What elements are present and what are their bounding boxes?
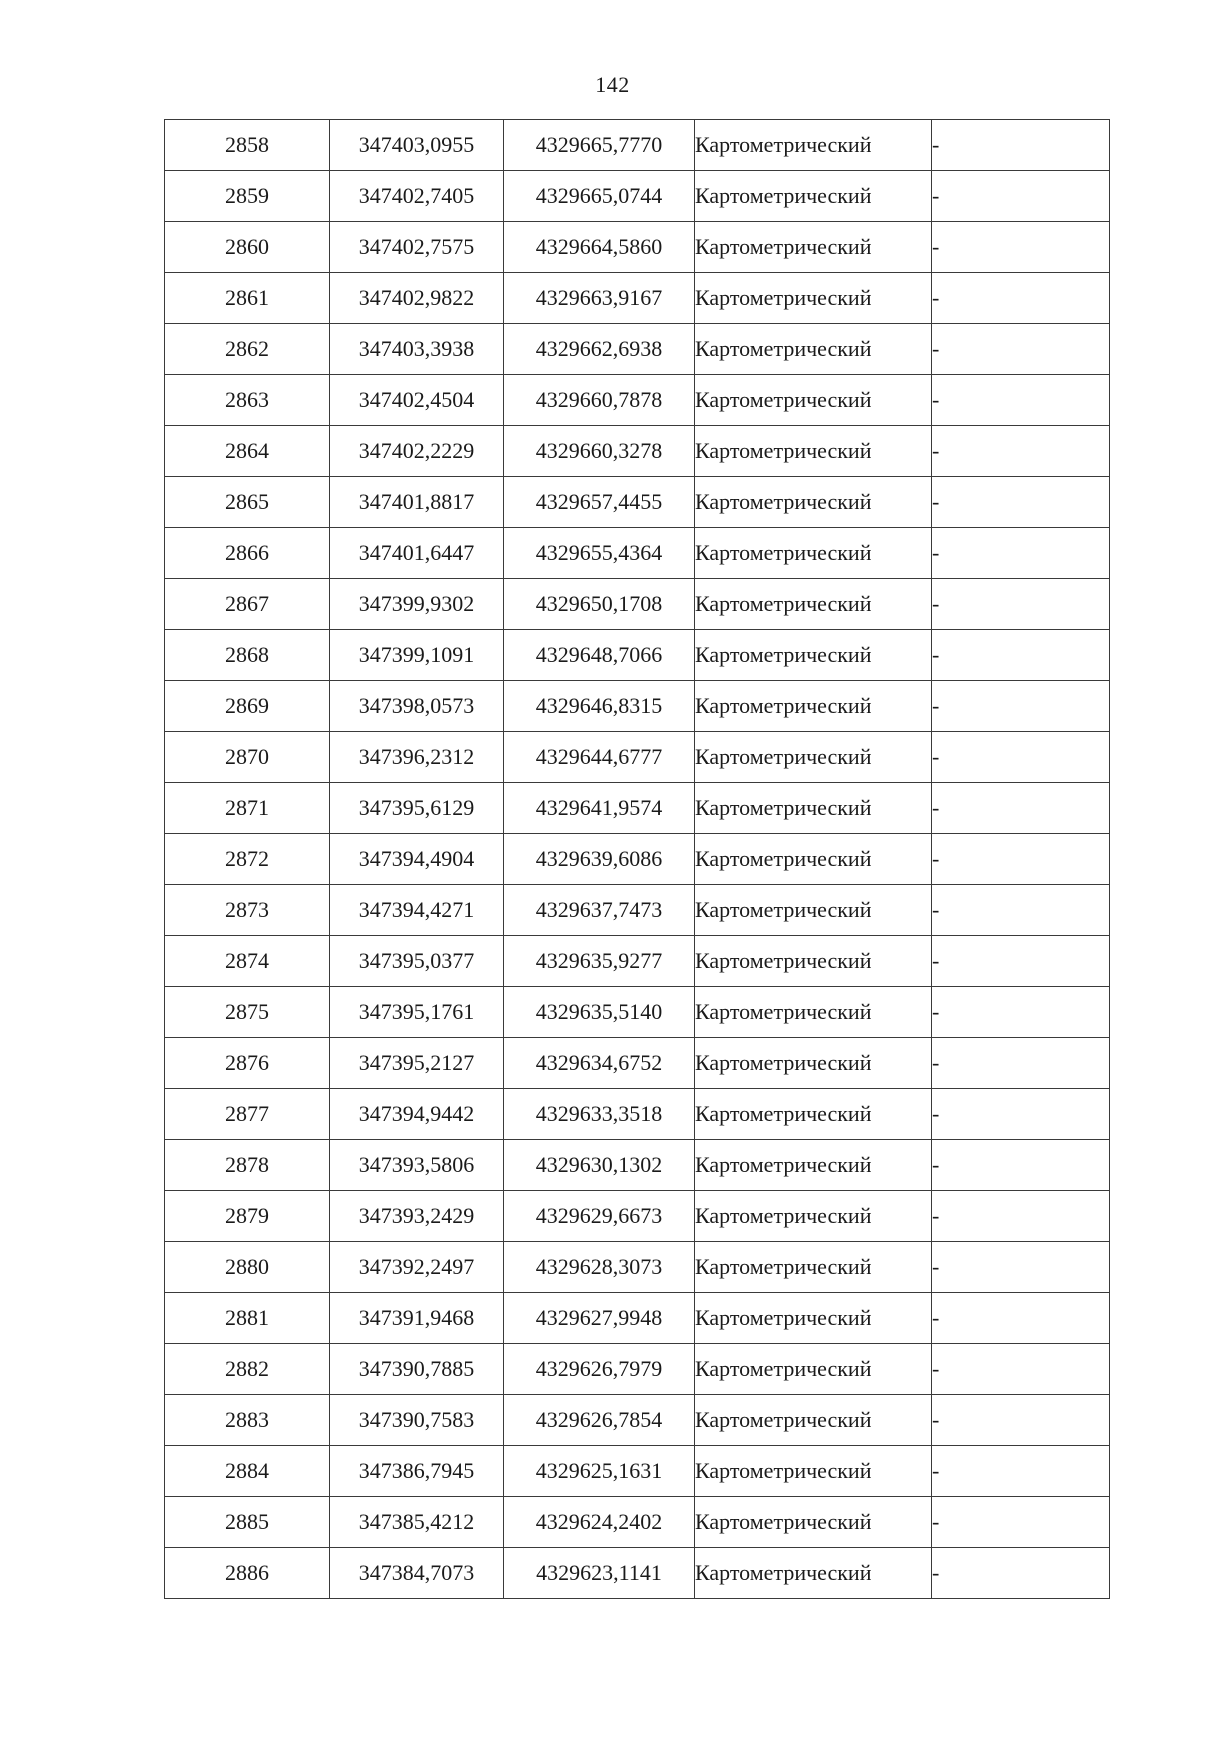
y-coordinate-cell: 4329664,5860 bbox=[504, 222, 695, 273]
accuracy-cell: - bbox=[932, 426, 1110, 477]
y-coordinate-cell: 4329633,3518 bbox=[504, 1089, 695, 1140]
x-coordinate-cell: 347395,1761 bbox=[330, 987, 504, 1038]
table-row bbox=[165, 120, 1110, 171]
method-cell: Картометрический bbox=[695, 528, 932, 579]
accuracy-cell: - bbox=[932, 630, 1110, 681]
method-cell: Картометрический bbox=[695, 1395, 932, 1446]
accuracy-cell: - bbox=[932, 1140, 1110, 1191]
accuracy-cell: - bbox=[932, 1038, 1110, 1089]
x-coordinate-cell: 347396,2312 bbox=[330, 732, 504, 783]
x-coordinate-cell: 347402,7405 bbox=[330, 171, 504, 222]
method-cell: Картометрический bbox=[695, 630, 932, 681]
x-coordinate-cell: 347402,7575 bbox=[330, 222, 504, 273]
method-cell: Картометрический bbox=[695, 681, 932, 732]
accuracy-cell: - bbox=[932, 1242, 1110, 1293]
point-number-cell: 2873 bbox=[165, 885, 330, 936]
table-row bbox=[165, 579, 1110, 630]
y-coordinate-cell: 4329629,6673 bbox=[504, 1191, 695, 1242]
accuracy-cell: - bbox=[932, 1548, 1110, 1599]
table-row bbox=[165, 477, 1110, 528]
x-coordinate-cell: 347394,9442 bbox=[330, 1089, 504, 1140]
point-number-cell: 2874 bbox=[165, 936, 330, 987]
point-number-cell: 2885 bbox=[165, 1497, 330, 1548]
accuracy-cell: - bbox=[932, 1191, 1110, 1242]
x-coordinate-cell: 347393,5806 bbox=[330, 1140, 504, 1191]
x-coordinate-cell: 347399,1091 bbox=[330, 630, 504, 681]
point-number-cell: 2858 bbox=[165, 120, 330, 171]
point-number-cell: 2866 bbox=[165, 528, 330, 579]
y-coordinate-cell: 4329646,8315 bbox=[504, 681, 695, 732]
point-number-cell: 2867 bbox=[165, 579, 330, 630]
y-coordinate-cell: 4329637,7473 bbox=[504, 885, 695, 936]
table-row bbox=[165, 1395, 1110, 1446]
accuracy-cell: - bbox=[932, 936, 1110, 987]
y-coordinate-cell: 4329665,7770 bbox=[504, 120, 695, 171]
table-row bbox=[165, 1191, 1110, 1242]
method-cell: Картометрический bbox=[695, 222, 932, 273]
point-number-cell: 2882 bbox=[165, 1344, 330, 1395]
method-cell: Картометрический bbox=[695, 1242, 932, 1293]
method-cell: Картометрический bbox=[695, 783, 932, 834]
coordinates-table bbox=[164, 119, 1110, 1599]
table-row bbox=[165, 1497, 1110, 1548]
x-coordinate-cell: 347403,3938 bbox=[330, 324, 504, 375]
x-coordinate-cell: 347395,0377 bbox=[330, 936, 504, 987]
method-cell: Картометрический bbox=[695, 579, 932, 630]
point-number-cell: 2886 bbox=[165, 1548, 330, 1599]
method-cell: Картометрический bbox=[695, 1344, 932, 1395]
x-coordinate-cell: 347403,0955 bbox=[330, 120, 504, 171]
accuracy-cell: - bbox=[932, 885, 1110, 936]
table-row bbox=[165, 1548, 1110, 1599]
accuracy-cell: - bbox=[932, 1446, 1110, 1497]
x-coordinate-cell: 347401,8817 bbox=[330, 477, 504, 528]
point-number-cell: 2879 bbox=[165, 1191, 330, 1242]
y-coordinate-cell: 4329655,4364 bbox=[504, 528, 695, 579]
accuracy-cell: - bbox=[932, 681, 1110, 732]
table-row bbox=[165, 936, 1110, 987]
accuracy-cell: - bbox=[932, 222, 1110, 273]
x-coordinate-cell: 347399,9302 bbox=[330, 579, 504, 630]
x-coordinate-cell: 347392,2497 bbox=[330, 1242, 504, 1293]
method-cell: Картометрический bbox=[695, 324, 932, 375]
table-row bbox=[165, 528, 1110, 579]
y-coordinate-cell: 4329650,1708 bbox=[504, 579, 695, 630]
table-row bbox=[165, 1242, 1110, 1293]
method-cell: Картометрический bbox=[695, 1548, 932, 1599]
method-cell: Картометрический bbox=[695, 1191, 932, 1242]
y-coordinate-cell: 4329660,3278 bbox=[504, 426, 695, 477]
method-cell: Картометрический bbox=[695, 120, 932, 171]
y-coordinate-cell: 4329662,6938 bbox=[504, 324, 695, 375]
method-cell: Картометрический bbox=[695, 273, 932, 324]
y-coordinate-cell: 4329665,0744 bbox=[504, 171, 695, 222]
point-number-cell: 2869 bbox=[165, 681, 330, 732]
method-cell: Картометрический bbox=[695, 426, 932, 477]
table-row bbox=[165, 885, 1110, 936]
x-coordinate-cell: 347395,2127 bbox=[330, 1038, 504, 1089]
accuracy-cell: - bbox=[932, 1344, 1110, 1395]
y-coordinate-cell: 4329639,6086 bbox=[504, 834, 695, 885]
y-coordinate-cell: 4329624,2402 bbox=[504, 1497, 695, 1548]
accuracy-cell: - bbox=[932, 171, 1110, 222]
y-coordinate-cell: 4329648,7066 bbox=[504, 630, 695, 681]
method-cell: Картометрический bbox=[695, 477, 932, 528]
y-coordinate-cell: 4329627,9948 bbox=[504, 1293, 695, 1344]
method-cell: Картометрический bbox=[695, 1038, 932, 1089]
accuracy-cell: - bbox=[932, 1395, 1110, 1446]
x-coordinate-cell: 347395,6129 bbox=[330, 783, 504, 834]
method-cell: Картометрический bbox=[695, 375, 932, 426]
point-number-cell: 2875 bbox=[165, 987, 330, 1038]
point-number-cell: 2863 bbox=[165, 375, 330, 426]
accuracy-cell: - bbox=[932, 1089, 1110, 1140]
accuracy-cell: - bbox=[932, 477, 1110, 528]
method-cell: Картометрический bbox=[695, 936, 932, 987]
x-coordinate-cell: 347402,9822 bbox=[330, 273, 504, 324]
method-cell: Картометрический bbox=[695, 987, 932, 1038]
method-cell: Картометрический bbox=[695, 1497, 932, 1548]
table-row bbox=[165, 222, 1110, 273]
table-row bbox=[165, 1089, 1110, 1140]
point-number-cell: 2880 bbox=[165, 1242, 330, 1293]
table-row bbox=[165, 1446, 1110, 1497]
point-number-cell: 2881 bbox=[165, 1293, 330, 1344]
point-number-cell: 2862 bbox=[165, 324, 330, 375]
table-row bbox=[165, 426, 1110, 477]
x-coordinate-cell: 347393,2429 bbox=[330, 1191, 504, 1242]
point-number-cell: 2860 bbox=[165, 222, 330, 273]
point-number-cell: 2864 bbox=[165, 426, 330, 477]
table-row bbox=[165, 1344, 1110, 1395]
accuracy-cell: - bbox=[932, 1497, 1110, 1548]
y-coordinate-cell: 4329635,5140 bbox=[504, 987, 695, 1038]
method-cell: Картометрический bbox=[695, 885, 932, 936]
accuracy-cell: - bbox=[932, 987, 1110, 1038]
point-number-cell: 2877 bbox=[165, 1089, 330, 1140]
table-row bbox=[165, 681, 1110, 732]
table-row bbox=[165, 732, 1110, 783]
accuracy-cell: - bbox=[932, 834, 1110, 885]
y-coordinate-cell: 4329660,7878 bbox=[504, 375, 695, 426]
x-coordinate-cell: 347385,4212 bbox=[330, 1497, 504, 1548]
y-coordinate-cell: 4329644,6777 bbox=[504, 732, 695, 783]
x-coordinate-cell: 347394,4904 bbox=[330, 834, 504, 885]
y-coordinate-cell: 4329628,3073 bbox=[504, 1242, 695, 1293]
table-row bbox=[165, 834, 1110, 885]
accuracy-cell: - bbox=[932, 783, 1110, 834]
accuracy-cell: - bbox=[932, 324, 1110, 375]
page-number: 142 bbox=[595, 72, 630, 97]
table-row bbox=[165, 1293, 1110, 1344]
y-coordinate-cell: 4329626,7979 bbox=[504, 1344, 695, 1395]
y-coordinate-cell: 4329623,1141 bbox=[504, 1548, 695, 1599]
point-number-cell: 2878 bbox=[165, 1140, 330, 1191]
x-coordinate-cell: 347398,0573 bbox=[330, 681, 504, 732]
y-coordinate-cell: 4329663,9167 bbox=[504, 273, 695, 324]
table-row bbox=[165, 630, 1110, 681]
x-coordinate-cell: 347401,6447 bbox=[330, 528, 504, 579]
y-coordinate-cell: 4329625,1631 bbox=[504, 1446, 695, 1497]
table-row bbox=[165, 273, 1110, 324]
method-cell: Картометрический bbox=[695, 1446, 932, 1497]
table-row bbox=[165, 987, 1110, 1038]
point-number-cell: 2870 bbox=[165, 732, 330, 783]
point-number-cell: 2871 bbox=[165, 783, 330, 834]
accuracy-cell: - bbox=[932, 375, 1110, 426]
accuracy-cell: - bbox=[932, 732, 1110, 783]
accuracy-cell: - bbox=[932, 528, 1110, 579]
x-coordinate-cell: 347402,4504 bbox=[330, 375, 504, 426]
x-coordinate-cell: 347384,7073 bbox=[330, 1548, 504, 1599]
coordinates-table-body bbox=[165, 120, 1110, 1599]
method-cell: Картометрический bbox=[695, 171, 932, 222]
x-coordinate-cell: 347402,2229 bbox=[330, 426, 504, 477]
x-coordinate-cell: 347390,7583 bbox=[330, 1395, 504, 1446]
method-cell: Картометрический bbox=[695, 834, 932, 885]
accuracy-cell: - bbox=[932, 120, 1110, 171]
accuracy-cell: - bbox=[932, 579, 1110, 630]
method-cell: Картометрический bbox=[695, 732, 932, 783]
y-coordinate-cell: 4329657,4455 bbox=[504, 477, 695, 528]
point-number-cell: 2859 bbox=[165, 171, 330, 222]
point-number-cell: 2883 bbox=[165, 1395, 330, 1446]
y-coordinate-cell: 4329634,6752 bbox=[504, 1038, 695, 1089]
y-coordinate-cell: 4329630,1302 bbox=[504, 1140, 695, 1191]
point-number-cell: 2865 bbox=[165, 477, 330, 528]
accuracy-cell: - bbox=[932, 1293, 1110, 1344]
method-cell: Картометрический bbox=[695, 1293, 932, 1344]
table-row bbox=[165, 171, 1110, 222]
y-coordinate-cell: 4329635,9277 bbox=[504, 936, 695, 987]
table-row bbox=[165, 1140, 1110, 1191]
point-number-cell: 2868 bbox=[165, 630, 330, 681]
method-cell: Картометрический bbox=[695, 1140, 932, 1191]
x-coordinate-cell: 347391,9468 bbox=[330, 1293, 504, 1344]
point-number-cell: 2876 bbox=[165, 1038, 330, 1089]
table-row bbox=[165, 324, 1110, 375]
method-cell: Картометрический bbox=[695, 1089, 932, 1140]
x-coordinate-cell: 347394,4271 bbox=[330, 885, 504, 936]
point-number-cell: 2861 bbox=[165, 273, 330, 324]
x-coordinate-cell: 347390,7885 bbox=[330, 1344, 504, 1395]
y-coordinate-cell: 4329641,9574 bbox=[504, 783, 695, 834]
point-number-cell: 2884 bbox=[165, 1446, 330, 1497]
table-row bbox=[165, 375, 1110, 426]
table-row bbox=[165, 1038, 1110, 1089]
x-coordinate-cell: 347386,7945 bbox=[330, 1446, 504, 1497]
accuracy-cell: - bbox=[932, 273, 1110, 324]
table-row bbox=[165, 783, 1110, 834]
y-coordinate-cell: 4329626,7854 bbox=[504, 1395, 695, 1446]
point-number-cell: 2872 bbox=[165, 834, 330, 885]
